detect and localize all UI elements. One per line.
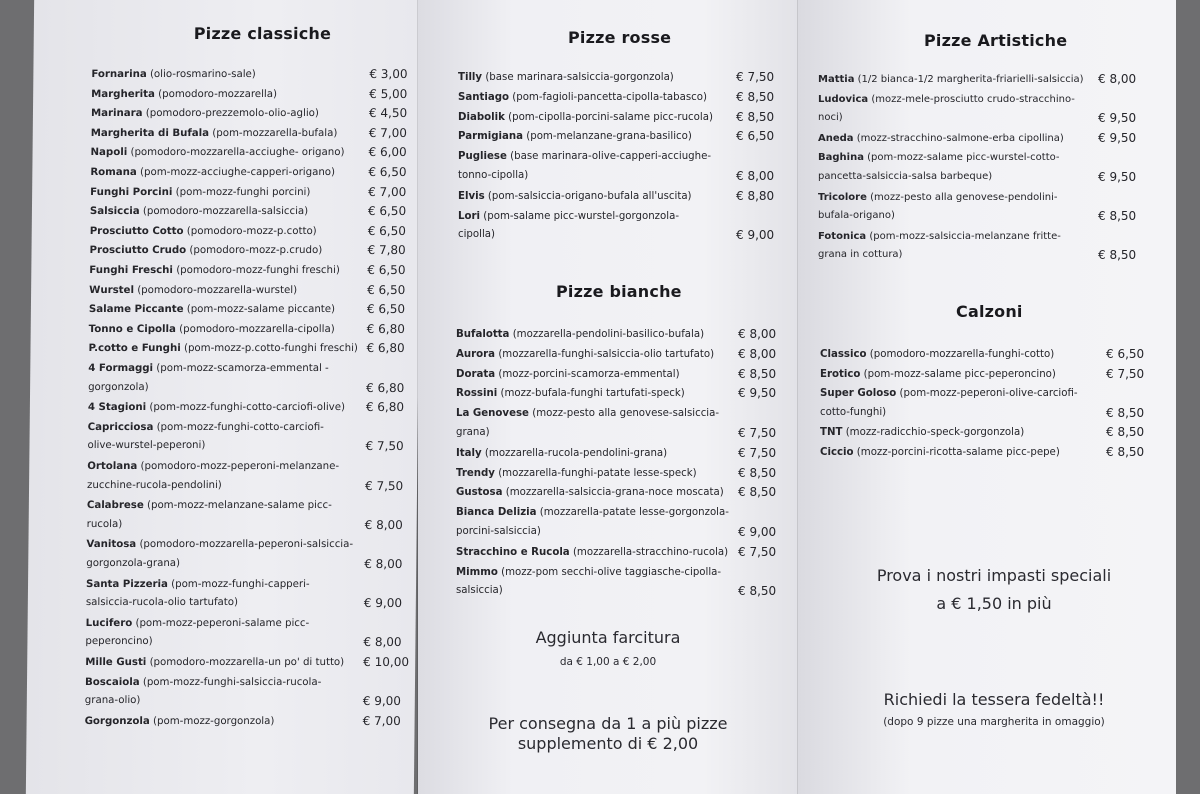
menu-item-4-formaggi	[88, 362, 329, 376]
item-price: € 7,50	[736, 70, 775, 84]
menu-item-super-goloso	[820, 387, 1078, 401]
item-name: Bianca Delizia	[456, 507, 537, 519]
item-price: € 8,50	[738, 366, 777, 381]
menu-item-boscaiola	[85, 676, 321, 690]
menu-item-ludovica	[818, 93, 1075, 107]
item-ingredients-continued: grana)	[456, 427, 490, 438]
item-ingredients: (pomodoro-mozzarella-salsiccia)	[142, 206, 309, 218]
item-ingredients: (mozzarella-salsiccia-grana-noce moscata)	[505, 487, 724, 499]
item-ingredients-continued: peperoncino)	[85, 636, 153, 648]
menu-item-la-genovese	[456, 407, 719, 421]
item-ingredients: (1/2 bianca-1/2 margherita-friarielli-salsiccia)	[857, 74, 1084, 85]
item-price: € 8,00	[364, 557, 403, 571]
item-name: Ludovica	[818, 93, 869, 105]
section-title-rosse: Pizze rosse	[568, 28, 672, 47]
item-name: La Genovese	[456, 408, 529, 420]
menu-panel-left	[26, 0, 422, 794]
item-price: € 9,00	[738, 525, 777, 539]
impasti-line2: a € 1,50 in più	[936, 594, 1052, 613]
item-ingredients: (mozz-porcini-ricotta-salame picc-pepe)	[856, 447, 1060, 458]
menu-item-p-cotto-e-funghi	[88, 342, 358, 356]
item-name: Gustosa	[456, 487, 503, 499]
item-ingredients-continued: noci)	[818, 112, 843, 124]
menu-item-funghi-freschi	[89, 264, 340, 278]
item-ingredients: (pom-mozzarella-bufala)	[212, 127, 338, 139]
item-price: € 6,50	[1106, 347, 1145, 361]
item-ingredients-continued: grana-olio)	[84, 695, 141, 707]
item-name: Margherita	[91, 88, 155, 100]
section-title-artistiche: Pizze Artistiche	[924, 31, 1068, 50]
item-name: Mille Gusti	[85, 657, 147, 668]
menu-item-salame-piccante	[89, 303, 335, 317]
item-name: Super Goloso	[820, 388, 897, 400]
item-price: € 8,50	[1106, 425, 1145, 440]
item-name: TNT	[820, 427, 843, 439]
menu-item-trendy	[456, 467, 697, 481]
item-ingredients-continued: zucchine-rucola-pendolini)	[87, 479, 222, 491]
item-ingredients-continued: porcini-salsiccia)	[456, 526, 541, 537]
item-name: Santa Pizzeria	[85, 578, 168, 590]
item-price: € 4,50	[368, 106, 408, 121]
menu-item-funghi-porcini	[90, 186, 310, 200]
menu-item-elvis	[458, 190, 692, 204]
item-ingredients: (pomodoro-mozzarella-un po' di tutto)	[149, 657, 345, 668]
item-price: € 8,50	[736, 89, 775, 104]
menu-item-bufalotta	[456, 328, 704, 342]
item-ingredients-continued: rucola)	[86, 518, 123, 530]
item-price: € 8,00	[738, 327, 777, 341]
item-price: € 7,50	[738, 426, 777, 440]
item-ingredients: (base marinara-olive-capperi-acciughe-	[510, 151, 712, 163]
item-ingredients: (pom-salame picc-wurstel-gorgonzola-	[483, 210, 680, 222]
menu-item-fotonica	[818, 230, 1061, 244]
menu-item-prosciutto-cotto	[90, 225, 317, 239]
item-name: Elvis	[458, 190, 485, 202]
item-ingredients-continued: cipolla)	[458, 229, 496, 241]
item-price: € 6,80	[365, 400, 405, 415]
menu-item-margherita	[91, 88, 277, 102]
item-name: Wurstel	[89, 284, 135, 296]
item-price: € 9,50	[1098, 111, 1137, 126]
menu-panel-center	[418, 0, 798, 794]
menu-item-santiago	[458, 91, 707, 105]
section-title-calzoni: Calzoni	[956, 302, 1023, 321]
item-ingredients-continued: tonno-cipolla)	[458, 170, 529, 181]
item-name: Tricolore	[818, 191, 867, 203]
item-ingredients: (mozzarella-rucola-pendolini-grana)	[484, 447, 668, 459]
menu-item-bianca-delizia	[456, 506, 729, 520]
item-price: € 6,50	[367, 282, 406, 297]
item-price: € 6,50	[367, 223, 406, 238]
item-ingredients: (pom-mozz-p.cotto-funghi freschi)	[183, 343, 358, 355]
menu-item-aneda	[818, 132, 1064, 146]
tessera-line1: Richiedi la tessera fedeltà!!	[883, 690, 1105, 709]
item-name: Pugliese	[458, 151, 507, 163]
item-ingredients: (mozz-bufala-funghi tartufati-speck)	[500, 388, 685, 400]
menu-item-calabrese	[87, 499, 332, 513]
item-ingredients-continued: gorgonzola)	[88, 381, 149, 393]
consegna-line2: supplemento di € 2,00	[517, 734, 699, 753]
menu-item-lucifero	[86, 617, 310, 631]
item-ingredients: (pom-mozz-salame picc-peperoncino)	[863, 368, 1056, 380]
item-ingredients: (mozzarella-pendolini-basilico-bufala)	[512, 329, 705, 340]
item-name: Prosciutto Crudo	[89, 245, 187, 257]
menu-item-4-stagioni	[88, 401, 345, 415]
menu-item-salsiccia	[90, 205, 308, 219]
item-price: € 6,50	[368, 165, 407, 179]
menu-item-mattia	[818, 73, 1084, 87]
item-price: € 8,50	[738, 485, 777, 500]
item-ingredients: (mozz-porcini-scamorza-emmental)	[498, 368, 680, 380]
item-ingredients: (pom-cipolla-porcini-salame picc-rucola)	[508, 111, 713, 123]
item-name: Baghina	[818, 152, 864, 164]
item-name: Gorgonzola	[84, 715, 150, 727]
item-name: 4 Formaggi	[88, 363, 154, 374]
menu-item-gustosa	[456, 486, 724, 500]
item-name: Fotonica	[818, 230, 867, 242]
item-name: Mimmo	[456, 566, 498, 578]
menu-item-tonno-e-cipolla	[89, 323, 335, 337]
menu-item-lori	[458, 210, 679, 224]
item-price: € 8,00	[736, 169, 775, 183]
item-ingredients: (pom-salsiccia-origano-bufala all'uscita)	[487, 190, 692, 202]
item-ingredients: (mozz-pom secchi-olive taggiasche-cipolla-	[501, 566, 722, 578]
item-price: € 6,80	[366, 321, 405, 336]
menu-item-ortolana	[87, 460, 339, 474]
item-price: € 6,80	[366, 341, 405, 356]
item-ingredients: (pomodoro-mozz-peperoni-melanzane-	[140, 461, 340, 472]
item-ingredients: (pom-mozz-salame piccante)	[186, 304, 336, 316]
item-name: Marinara	[90, 108, 143, 120]
item-name: Funghi Freschi	[89, 265, 174, 276]
item-name: Lucifero	[85, 617, 133, 629]
menu-item-diabolik	[458, 111, 713, 125]
menu-item-stracchino-e-rucola	[456, 546, 728, 560]
item-ingredients: (pomodoro-prezzemolo-olio-aglio)	[145, 108, 319, 120]
menu-item-prosciutto-crudo	[89, 244, 322, 258]
item-ingredients: (pomodoro-mozzarella-cipolla)	[179, 323, 335, 335]
menu-item-tricolore	[818, 191, 1057, 205]
item-name: Trendy	[456, 467, 495, 479]
menu-item-tnt	[820, 426, 1024, 440]
item-name: P.cotto e Funghi	[88, 343, 181, 355]
item-ingredients: (mozz-stracchino-salmone-erba cipollina)	[856, 132, 1064, 144]
item-ingredients-continued: pancetta-salsiccia-salsa barbeque)	[818, 171, 993, 182]
consegna-line1: Per consegna da 1 a più pizze	[488, 714, 728, 733]
menu-item-margherita-di-bufala	[91, 127, 338, 141]
item-name: Napoli	[90, 147, 128, 159]
menu-item-marinara	[91, 107, 319, 121]
item-ingredients: (mozz-pesto alla genovese-pendolini-	[870, 191, 1058, 203]
item-price: € 8,00	[738, 346, 777, 361]
item-price: € 8,50	[738, 465, 777, 480]
item-price: € 6,50	[367, 263, 406, 277]
aggiunta-title: Aggiunta farcitura	[535, 628, 681, 647]
menu-item-ciccio	[820, 446, 1060, 460]
item-ingredients: (mozzarella-patate lesse-gorgonzola-	[539, 507, 729, 519]
item-name: Salame Piccante	[88, 304, 184, 316]
item-ingredients-continued: grana in cottura)	[818, 249, 903, 261]
item-ingredients: (pom-mozz-peperoni-salame picc-	[135, 617, 310, 629]
item-ingredients: (pomodoro-mozz-funghi freschi)	[176, 265, 340, 276]
item-price: € 8,50	[738, 584, 777, 599]
menu-item-capricciosa	[88, 421, 324, 435]
item-name: Aneda	[818, 132, 854, 144]
menu-item-tilly	[458, 71, 674, 85]
menu-item-wurstel	[89, 284, 297, 298]
item-name: Ortolana	[87, 461, 138, 472]
menu-item-pugliese	[458, 150, 711, 164]
item-price: € 7,50	[738, 445, 777, 460]
item-name: 4 Stagioni	[87, 402, 147, 414]
menu-item-mille-gusti	[85, 656, 344, 670]
menu-item-romana	[90, 166, 335, 180]
item-ingredients: (mozzarella-funghi-salsiccia-olio tartufato)	[498, 348, 715, 360]
item-price: € 6,50	[367, 204, 407, 219]
item-name: Tilly	[458, 72, 483, 83]
item-ingredients-continued: gorgonzola-grana)	[86, 558, 181, 569]
item-name: Ciccio	[820, 447, 854, 458]
item-ingredients: (pom-fagioli-pancetta-cipolla-tabasco)	[512, 91, 707, 103]
item-price: € 10,00	[363, 655, 410, 669]
item-ingredients: (pom-mozz-gorgonzola)	[153, 715, 275, 727]
menu-item-fornarina	[91, 68, 256, 82]
item-price: € 9,50	[738, 386, 777, 401]
item-name: Parmigiana	[458, 131, 523, 143]
item-price: € 8,00	[364, 517, 403, 532]
item-ingredients: (pom-mozz-salsiccia-melanzane fritte-	[869, 230, 1061, 242]
item-name: Erotico	[820, 368, 861, 380]
section-title-classiche: Pizze classiche	[193, 24, 332, 43]
item-price: € 7,00	[362, 713, 401, 728]
item-name: Vanitosa	[86, 539, 137, 551]
item-name: Lori	[458, 210, 481, 222]
item-ingredients: (pom-mozz-scamorza-emmental -	[156, 363, 329, 374]
item-ingredients: (pomodoro-mozz-p.crudo)	[189, 245, 323, 257]
item-price: € 8,80	[736, 188, 775, 203]
item-name: Mattia	[818, 74, 855, 85]
item-name: Tonno e Cipolla	[88, 323, 177, 335]
item-ingredients: (pom-mozz-acciughe-capperi-origano)	[140, 167, 336, 178]
item-ingredients: (pomodoro-mozzarella-peperoni-salsiccia-	[139, 539, 354, 551]
item-price: € 8,50	[1106, 445, 1145, 459]
item-name: Calabrese	[86, 500, 144, 512]
item-ingredients-continued: salsiccia-rucola-olio tartufato)	[85, 597, 239, 609]
item-price: € 8,50	[1098, 209, 1137, 224]
item-name: Stracchino e Rucola	[456, 546, 570, 558]
item-price: € 6,00	[368, 145, 407, 160]
item-ingredients: (olio-rosmarino-sale)	[149, 69, 256, 80]
item-price: € 9,00	[736, 228, 775, 243]
item-ingredients: (pomodoro-mozzarella-wurstel)	[137, 284, 298, 296]
item-price: € 7,00	[368, 125, 408, 140]
item-price: € 7,50	[738, 544, 777, 559]
item-ingredients: (pom-mozz-funghi-cotto-carciofi-	[156, 421, 324, 433]
menu-item-rossini	[456, 387, 685, 401]
item-ingredients: (pom-mozz-funghi porcini)	[175, 186, 311, 198]
item-name: Rossini	[456, 388, 498, 400]
item-ingredients: (mozz-radicchio-speck-gorgonzola)	[845, 427, 1025, 439]
item-price: € 6,80	[366, 380, 405, 395]
item-ingredients: (pom-mozz-peperoni-olive-carciofi-	[899, 388, 1078, 400]
section-title-bianche: Pizze bianche	[556, 282, 682, 301]
item-ingredients: (mozz-pesto alla genovese-salsiccia-	[532, 408, 720, 420]
item-ingredients: (base marinara-salsiccia-gorgonzola)	[485, 72, 674, 83]
item-price: € 6,50	[736, 129, 775, 144]
item-name: Boscaiola	[84, 676, 140, 688]
item-name: Salsiccia	[89, 206, 140, 218]
menu-item-erotico	[820, 368, 1056, 382]
item-ingredients: (pomodoro-mozzarella-funghi-cotto)	[869, 349, 1055, 360]
item-price: € 7,50	[364, 478, 404, 493]
menu-panel-right	[798, 0, 1176, 794]
item-name: Prosciutto Cotto	[89, 225, 184, 237]
item-price: € 7,00	[368, 184, 407, 199]
item-price: € 9,00	[363, 596, 403, 611]
item-name: Classico	[820, 349, 867, 360]
menu-item-dorata	[456, 368, 680, 382]
item-price: € 3,00	[369, 67, 408, 81]
item-name: Funghi Porcini	[90, 186, 173, 198]
item-price: € 8,50	[1098, 248, 1137, 263]
menu-item-gorgonzola	[85, 715, 275, 729]
item-ingredients: (pom-mozz-funghi-capperi-	[171, 578, 310, 590]
item-price: € 9,50	[1098, 170, 1137, 184]
item-ingredients: (pom-mozz-melanzane-salame picc-	[146, 500, 332, 512]
item-price: € 5,00	[369, 86, 408, 101]
item-name: Dorata	[456, 368, 496, 380]
menu-item-napoli	[90, 146, 344, 160]
menu-item-baghina	[818, 151, 1060, 165]
menu-item-vanitosa	[86, 538, 353, 552]
item-price: € 9,00	[362, 694, 402, 709]
item-price: € 9,50	[1098, 130, 1137, 145]
item-ingredients: (mozzarella-funghi-patate lesse-speck)	[498, 467, 697, 479]
menu-item-mimmo	[456, 566, 721, 580]
item-price: € 8,50	[1106, 405, 1145, 420]
menu-item-aurora	[456, 348, 714, 362]
item-name: Margherita di Bufala	[90, 127, 210, 139]
tessera-line2: (dopo 9 pizze una margherita in omaggio)	[883, 716, 1105, 728]
item-ingredients-continued: cotto-funghi)	[820, 406, 887, 418]
item-name: Bufalotta	[456, 329, 510, 340]
item-price: € 7,50	[365, 439, 404, 454]
item-ingredients: (mozz-mele-prosciutto crudo-stracchino-	[871, 93, 1075, 105]
item-ingredients: (pomodoro-mozzarella)	[158, 88, 278, 100]
item-ingredients: (pom-mozz-salame picc-wurstel-cotto-	[867, 152, 1060, 164]
item-price: € 8,00	[1098, 72, 1137, 86]
item-ingredients-continued: bufala-origano)	[818, 210, 895, 222]
menu-item-classico	[820, 348, 1054, 362]
menu-item-italy	[456, 447, 667, 461]
item-name: Santiago	[458, 91, 509, 103]
item-name: Aurora	[456, 348, 496, 360]
item-ingredients: (mozzarella-stracchino-rucola)	[572, 546, 729, 558]
item-price: € 8,00	[363, 635, 402, 650]
item-ingredients: (pom-mozz-funghi-salsiccia-rucola-	[142, 676, 322, 688]
item-price: € 8,50	[736, 109, 775, 124]
item-name: Capricciosa	[87, 421, 154, 433]
item-price: € 7,80	[367, 243, 406, 258]
aggiunta-price: da € 1,00 a € 2,00	[559, 656, 657, 668]
item-ingredients-continued: salsiccia)	[456, 585, 503, 597]
item-price: € 6,50	[366, 302, 406, 317]
item-name: Italy	[456, 447, 482, 459]
item-ingredients: (pom-melanzane-grana-basilico)	[526, 131, 692, 143]
item-ingredients: (pomodoro-mozz-p.cotto)	[186, 225, 317, 237]
item-name: Romana	[90, 167, 137, 178]
item-ingredients: (pom-mozz-funghi-cotto-carciofi-olive)	[149, 402, 346, 414]
item-name: Fornarina	[91, 69, 147, 80]
item-ingredients: (pomodoro-mozzarella-acciughe- origano)	[130, 147, 345, 159]
item-price: € 7,50	[1106, 366, 1145, 381]
impasti-line1: Prova i nostri impasti speciali	[876, 566, 1112, 585]
item-name: Diabolik	[458, 111, 505, 123]
menu-item-santa-pizzeria	[86, 578, 310, 592]
menu-item-parmigiana	[458, 130, 692, 144]
item-ingredients-continued: olive-wurstel-peperoni)	[87, 440, 206, 452]
